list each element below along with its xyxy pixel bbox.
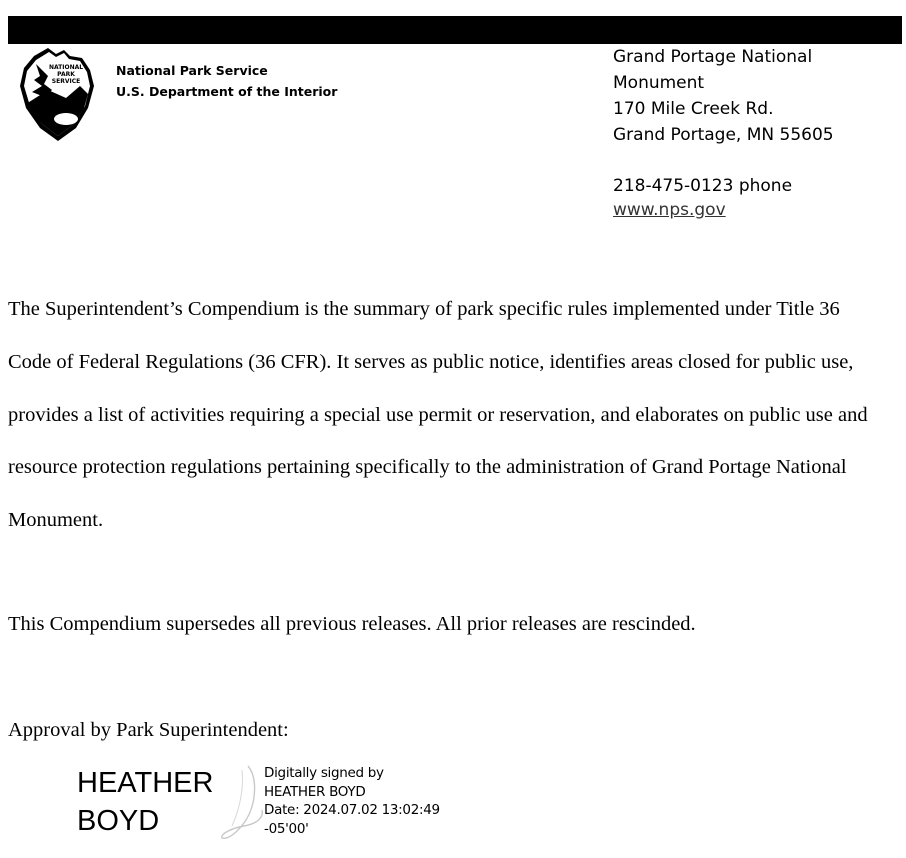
agency-name: National Park Service [116, 63, 268, 78]
signer-name-last: BOYD [77, 805, 160, 837]
digital-timezone: -05'00' [264, 820, 309, 837]
nps-arrowhead-logo [18, 46, 96, 142]
logo-text-park: PARK [57, 71, 75, 78]
address-line-2: Monument [613, 73, 705, 93]
address-city: Grand Portage, MN 55605 [613, 125, 834, 145]
logo-text-service: SERVICE [51, 78, 81, 85]
signer-name [77, 764, 213, 840]
department-name: U.S. Department of the Interior [116, 84, 338, 99]
logo-text-national: NATIONAL [48, 64, 84, 71]
digital-date: Date: 2024.07.02 13:02:49 [264, 802, 440, 818]
compendium-paragraph: The Superintendent’s Compendium is the summary of park specific rules implemented under Title 36 Code of Federal Regulations (36 CFR). It serves as public notice, identifies areas closed for public use, provides a list of activities requiring a special use permit or reservation, and elaborates on public use and resource protection regulations pertaining specifically to the administration of Grand Portage National Monument. [8, 298, 868, 532]
address-line-1: Grand Portage National [613, 47, 813, 67]
approval-label: Approval by Park Superintendent: [8, 719, 289, 741]
website-link[interactable]: www.nps.gov [613, 200, 726, 220]
header-bar [8, 16, 902, 44]
signer-name-first: HEATHER [77, 767, 214, 799]
digital-signature-details [264, 764, 440, 838]
digital-signed-by: Digitally signed by [264, 765, 384, 781]
address-block [613, 44, 834, 221]
supersede-statement: This Compendium supersedes all previous releases. All prior releases are rescinded. [8, 613, 696, 635]
digital-signer: HEATHER BOYD [264, 783, 366, 800]
address-street: 170 Mile Creek Rd. [613, 99, 774, 119]
address-phone: 218-475-0123 phone [613, 176, 793, 196]
agency-block [116, 60, 337, 102]
